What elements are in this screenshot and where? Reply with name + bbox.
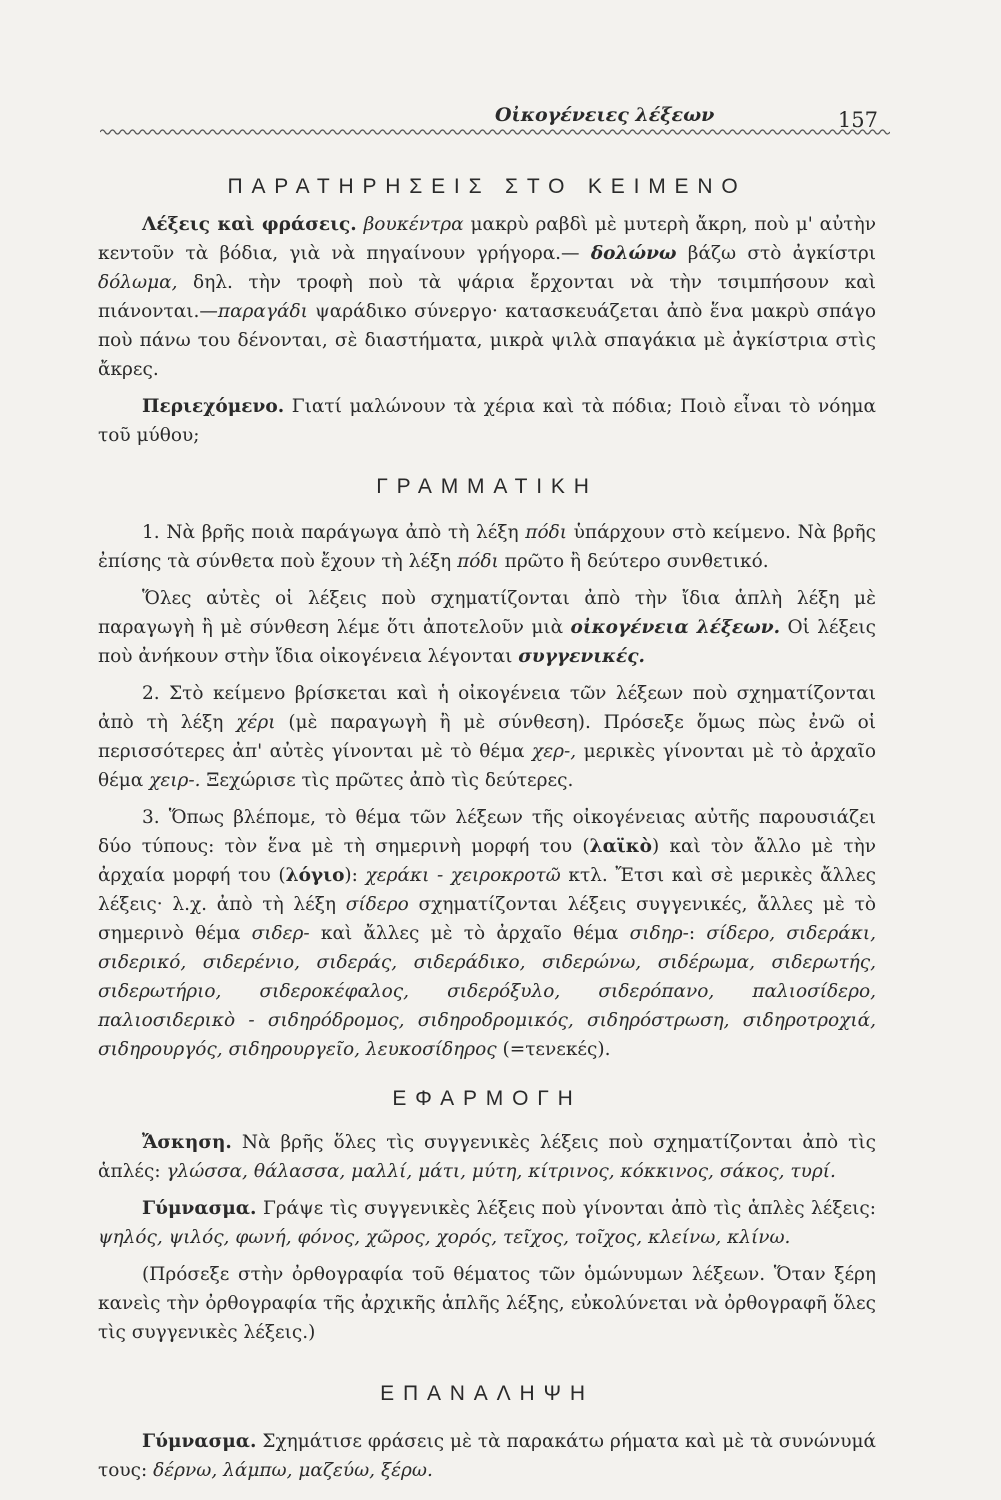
- paragraph-revision-drill: Γύμνασμα. Σχημάτισε φράσεις μὲ τὰ παρακάτω ρήματα καὶ μὲ τὰ συνώνυμά τους: δέρνω, λάμπω, μαζεύω, ξέρω.: [98, 1431, 876, 1481]
- paragraph-spelling-note: (Πρόσεξε στὴν ὀρθογραφία τοῦ θέματος τῶν ὁμώνυμων λέξεων. Ὅταν ξέρη κανεὶς τὴν ὀρθογραφία τῆς ἀρχικῆς ἁπλῆς λέξης, εὐκολύνεται νὰ ὀρθογραφῆ ὅλες τὶς συγγενικὲς λέξεις.): [98, 1264, 876, 1343]
- paragraph-grammar-definition: Ὅλες αὐτὲς οἱ λέξεις ποὺ σχηματίζονται ἀπὸ τὴν ἴδια ἁπλὴ λέξη μὲ παραγωγὴ ἢ μὲ σύνθεση λέμε ὅτι ἀποτελοῦν μιὰ οἰκογένεια λέξεων. Οἱ λέξεις ποὺ ἀνήκουν στὴν ἴδια οἰκογένεια λέγονται συγγενικές.: [98, 588, 877, 667]
- lead-content: Περιεχόμενο.: [142, 396, 285, 417]
- word-list-drill: ψηλός, ψιλός, φωνή, φόνος, χῶρος, χορός, τεῖχος, τοῖχος, κλείνω, κλίνω.: [98, 1227, 791, 1248]
- section-heading-application: ΕΦΑΡΜΟΓΗ: [392, 1087, 582, 1110]
- lead-exercise: Ἄσκηση.: [142, 1132, 232, 1153]
- term-boukentra: βουκέντρα: [363, 214, 464, 235]
- section-heading-observations: ΠΑΡΑΤΗΡΗΣΕΙΣ ΣΤΟ ΚΕΙΜΕΝΟ: [227, 175, 747, 198]
- word-list-exercise: γλώσσα, θάλασσα, μαλλί, μάτι, μύτη, κίτρινος, κόκκινος, σάκος, τυρί.: [166, 1161, 836, 1182]
- paragraph-drill: Γύμνασμα. Γράψε τὶς συγγενικὲς λέξεις ποὺ γίνονται ἀπὸ τὶς ἁπλὲς λέξεις: ψηλός, ψιλός, φωνή, φόνος, χῶρος, χορός, τεῖχος, τοῖχος, κλείνω, κλίνω.: [98, 1198, 876, 1248]
- section-heading-grammar: ΓΡΑΜΜΑΤΙΚΗ: [376, 475, 598, 498]
- lead-drill: Γύμνασμα.: [142, 1198, 257, 1219]
- term-related: συγγενικές.: [518, 646, 645, 667]
- paragraph-content: Περιεχόμενο. Γιατί μαλώνουν τὰ χέρια καὶ τὰ πόδια; Ποιὸ εἶναι τὸ νόημα τοῦ μύθου;: [98, 396, 876, 446]
- page-number: 157: [837, 108, 878, 132]
- term-dolono: δολώνω: [590, 243, 677, 264]
- word-list-sidero: σίδερο, σιδεράκι, σιδερικό, σιδερένιο, σιδεράς, σιδεράδικο, σιδερώνω, σιδέρωμα, σιδερωτής, σιδερωτήριο, σιδεροκέφαλος, σιδερόξυλο, σιδερόπανο, παλιοσίδερο, παλιοσιδερικὸ - σιδηρόδρομος, σιδηροδρομικός, σιδηρόστρωση, σιδηροτροχιά, σιδηρουργός, σιδηρουργεῖο, λευκοσίδηρος: [98, 923, 876, 1060]
- word-list-revision: δέρνω, λάμπω, μαζεύω, ξέρω.: [153, 1460, 433, 1481]
- page-body: [98, 172, 876, 1493]
- paragraph-grammar-2: 2. Στὸ κείμενο βρίσκεται καὶ ἡ οἰκογένεια τῶν λέξεων ποὺ σχηματίζονται ἀπὸ τὴ λέξη χέρι (μὲ παραγωγὴ ἢ μὲ σύνθεση). Πρόσεξε ὅμως πὼς ἐνῶ οἱ περισσότερες ἀπ' αὐτὲς γίνονται μὲ τὸ θέμα χερ-, μερικὲς γίνονται μὲ τὸ ἀρχαῖο θέμα χειρ-. Ξεχώρισε τὶς πρῶτες ἀπὸ τὶς δεύτερες.: [98, 683, 876, 791]
- paragraph-grammar-3: 3. Ὅπως βλέπομε, τὸ θέμα τῶν λέξεων τῆς οἰκογένειας αὐτῆς παρουσιάζει δύο τύπους: τὸν ἕνα μὲ τὴ σημερινὴ μορφή του (λαϊκὸ) καὶ τὸν ἄλλο μὲ τὴν ἀρχαία μορφή του (λόγιο): χεράκι - χειροκροτῶ κτλ. Ἔτσι καὶ σὲ μερικὲς ἄλλες λέξεις· λ.χ. ἀπὸ τὴ λέξη σίδερο σχηματίζονται λέξεις συγγενικές, ἄλλες μὲ τὸ σημερινὸ θέμα σιδερ- καὶ ἄλλες μὲ τὸ ἀρχαῖο θέμα σιδηρ-: σίδερο, σιδεράκι, σιδερικό, σιδερένιο, σιδεράς, σιδεράδικο, σιδερώνω, σιδέρωμα, σιδερωτής, σιδερωτήριο, σιδεροκέφαλος, σιδερόξυλο, σιδερόπανο, παλιοσίδερο, παλιοσιδερικὸ - σιδηρόδρομος, σιδηροδρομικός, σιδηρόστρωση, σιδηροτροχιά, σιδηρουργός, σιδηρουργεῖο, λευκοσίδηρος (=τενεκές).: [98, 807, 877, 1060]
- lead-words-phrases: Λέξεις καὶ φράσεις.: [142, 214, 357, 235]
- term-doloma: δόλωμα,: [98, 272, 178, 293]
- section-heading-revision: ΕΠΑΝΑΛΗΨΗ: [380, 1382, 594, 1405]
- page-header: [100, 96, 890, 136]
- term-paragadi: παραγάδι: [217, 301, 308, 322]
- paragraph-grammar-1: 1. Νὰ βρῆς ποιὰ παράγωγα ἀπὸ τὴ λέξη πόδι ὑπάρχουν στὸ κείμενο. Νὰ βρῆς ἐπίσης τὰ σύνθετα ποὺ ἔχουν τὴ λέξη πόδι πρῶτο ἢ δεύτερο συνθετικό.: [98, 522, 876, 572]
- lead-revision-drill: Γύμνασμα.: [142, 1431, 257, 1452]
- wavy-rule: [100, 124, 890, 140]
- term-word-family: οἰκογένεια λέξεων.: [570, 617, 781, 638]
- running-title: Οἰκογένειες λέξεων: [495, 104, 715, 126]
- paragraph-words-phrases: Λέξεις καὶ φράσεις. βουκέντρα μακρὺ ραβδὶ μὲ μυτερὴ ἄκρη, ποὺ μ' αὐτὴν κεντοῦν τὰ βόδια, γιὰ νὰ πηγαίνουν γρήγορα.— δολώνω βάζω στὸ ἀγκίστρι δόλωμα, δηλ. τὴν τροφὴ ποὺ τὰ ψάρια ἔρχονται νὰ τὴν τσιμπήσουν καὶ πιάνονται.—παραγάδι ψαράδικο σύνεργο· κατασκευάζεται ἀπὸ ἕνα μακρὺ σπάγο ποὺ πάνω του δένονται, σὲ διαστήματα, μικρὰ ψιλὰ σπαγάκια μὲ ἀγκίστρια στὶς ἄκρες.: [98, 214, 876, 380]
- paragraph-exercise: Ἄσκηση. Νὰ βρῆς ὅλες τὶς συγγενικὲς λέξεις ποὺ σχηματίζονται ἀπὸ τὶς ἁπλές: γλώσσα, θάλασσα, μαλλί, μάτι, μύτη, κίτρινος, κόκκινος, σάκος, τυρί.: [98, 1132, 876, 1182]
